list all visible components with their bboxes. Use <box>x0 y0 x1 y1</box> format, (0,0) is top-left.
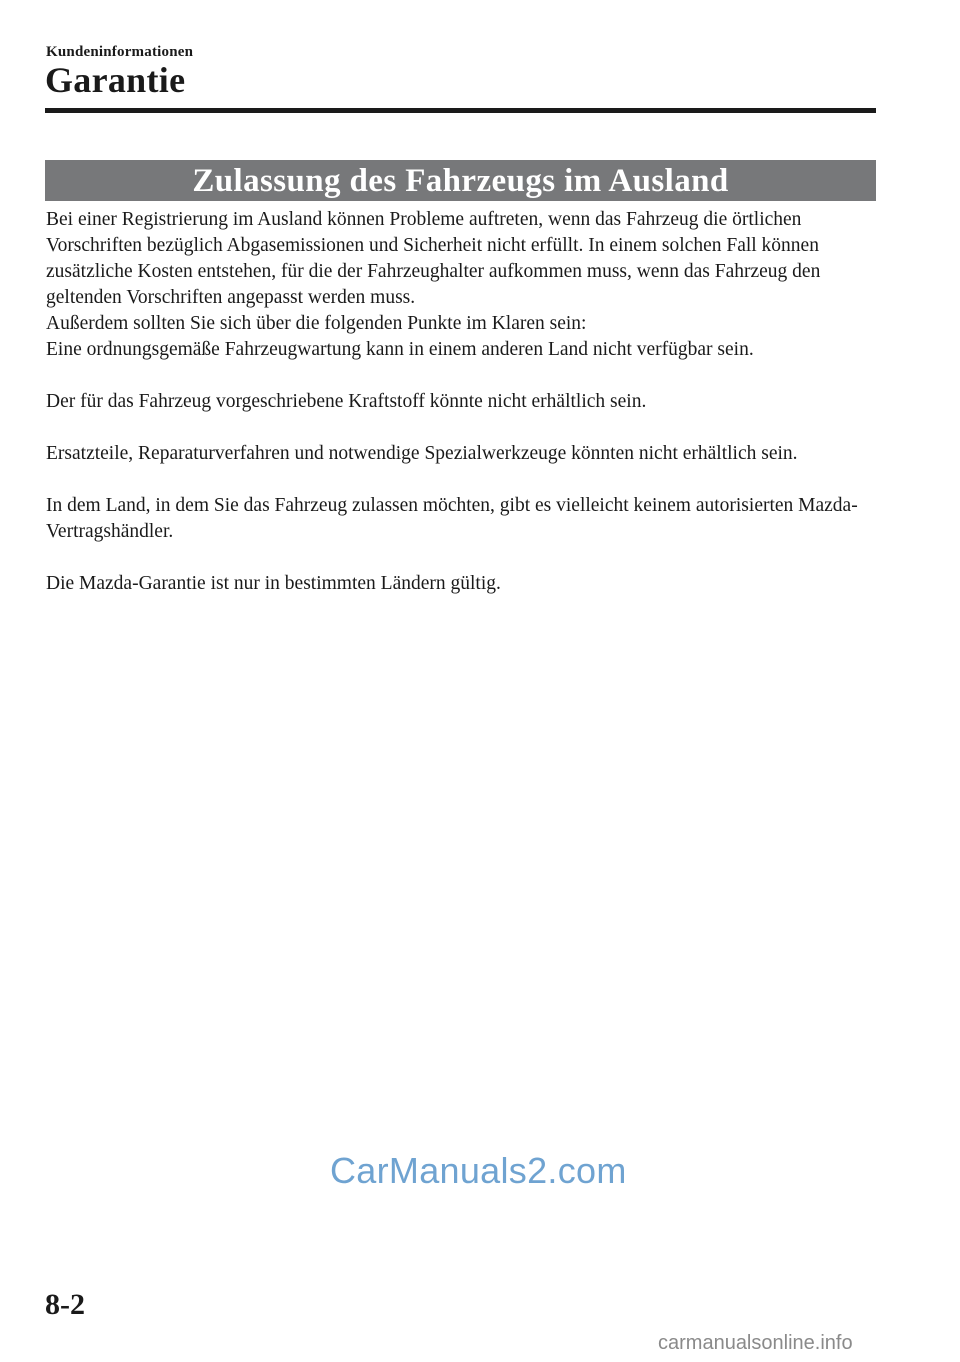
page-title: Garantie <box>45 60 186 100</box>
lead-paragraph: Außerdem sollten Sie sich über die folgenden Punkte im Klaren sein: <box>46 313 587 334</box>
section-heading: Zulassung des Fahrzeugs im Ausland <box>45 160 876 201</box>
point-paragraph: Ersatzteile, Reparaturverfahren und notwendige Spezialwerkzeuge könnten nicht erhältlich sein. <box>46 443 798 464</box>
point-paragraph: Eine ordnungsgemäße Fahrzeugwartung kann in einem anderen Land nicht verfügbar sein. <box>46 339 754 360</box>
page-number: 8-2 <box>45 1288 85 1321</box>
watermark-text: carmanualsonline.info <box>658 1332 853 1354</box>
body-text <box>46 207 876 597</box>
point-paragraph: Der für das Fahrzeug vorgeschriebene Kraftstoff könnte nicht erhältlich sein. <box>46 391 647 412</box>
watermark-logo: CarManuals2.com <box>330 1150 627 1191</box>
point-paragraph: Die Mazda-Garantie ist nur in bestimmten Ländern gültig. <box>46 573 501 594</box>
header-divider <box>45 108 876 113</box>
point-paragraph: In dem Land, in dem Sie das Fahrzeug zulassen möchten, gibt es vielleicht keinem autorisierten Mazda-Vertragshändler. <box>46 495 858 542</box>
intro-paragraph: Bei einer Registrierung im Ausland können Probleme auftreten, wenn das Fahrzeug die örtlichen Vorschriften bezüglich Abgasemissionen und Sicherheit nicht erfüllt. In einem solchen Fall können zusätzliche Kosten entstehen, für die der Fahrzeughalter aufkommen muss, wenn das Fahrzeug den geltenden Vorschriften angepasst werden muss. <box>46 209 821 308</box>
section-label: Kundeninformationen <box>46 44 194 60</box>
